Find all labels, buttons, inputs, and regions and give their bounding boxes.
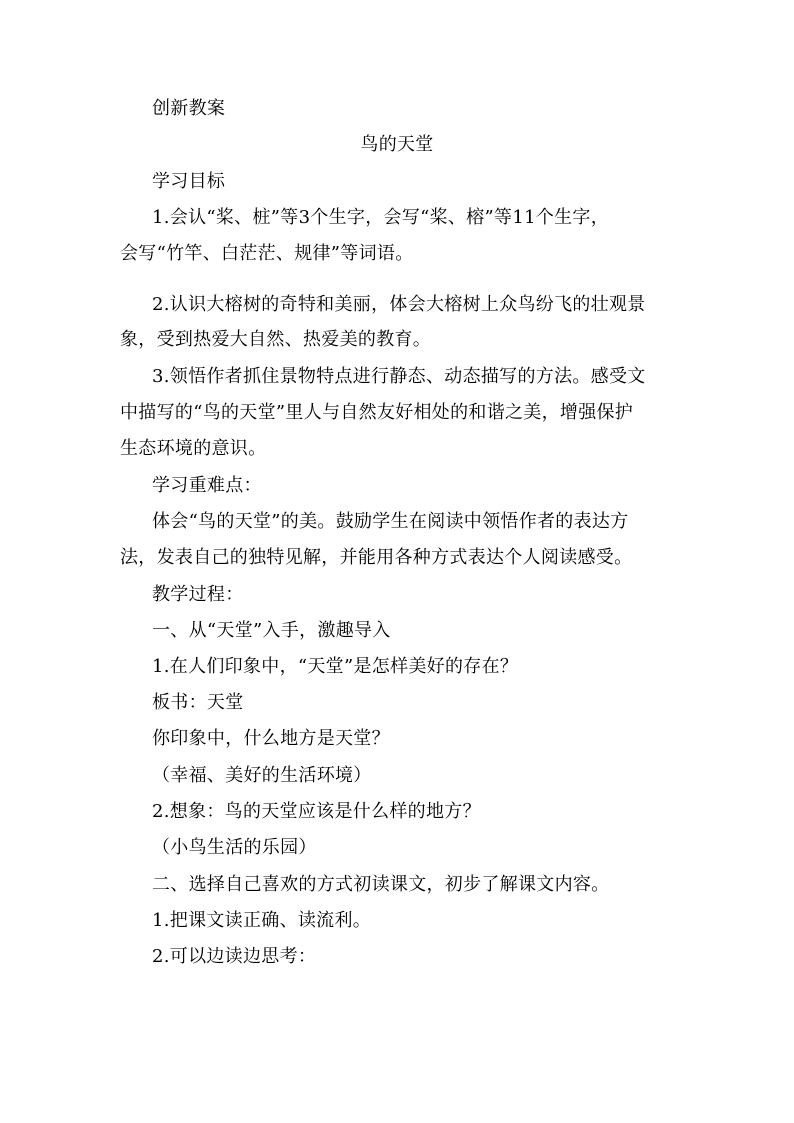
step-1-heading: 一、从“天堂”入手，激趣导入 [152, 620, 391, 641]
objective-1-line-1: 1.会认“桨、桩”等3个生字，会写“桨、榕”等11个生字， [152, 207, 610, 228]
objective-3-line-1: 3.领悟作者抓住景物特点进行静态、动态描写的方法。感受文 [152, 366, 646, 387]
step-1-question-3: 2.想象：鸟的天堂应该是什么样的地方？ [152, 801, 481, 822]
step-1-answer-3: （小鸟生活的乐园） [152, 837, 317, 858]
key-points-line-2: 法，发表自己的独特见解，并能用各种方式表达个人阅读感受。 [120, 547, 633, 568]
section-process-heading: 教学过程： [152, 584, 244, 605]
step-1-answer-2: （幸福、美好的生活环境） [152, 765, 372, 786]
objective-2-line-1: 2.认识大榕树的奇特和美丽，体会大榕树上众鸟纷飞的壮观景 [152, 294, 646, 315]
step-2-heading: 二、选择自己喜欢的方式初读课文，初步了解课文内容。 [152, 874, 610, 895]
step-1-question-1: 1.在人们印象中，“天堂”是怎样美好的存在？ [152, 656, 519, 677]
step-2-item-1: 1.把课文读正确、读流利。 [152, 910, 372, 931]
doc-header: 创新教案 [152, 98, 226, 119]
objective-3-line-3: 生态环境的意识。 [120, 438, 267, 459]
objective-1-line-2: 会写“竹竿、白茫茫、规律”等词语。 [120, 243, 414, 264]
section-objectives-heading: 学习目标 [152, 171, 226, 192]
doc-title: 鸟的天堂 [360, 134, 434, 155]
step-1-board-writing: 板书：天堂 [152, 692, 244, 713]
step-1-question-2: 你印象中，什么地方是天堂？ [152, 728, 390, 749]
key-points-line-1: 体会“鸟的天堂”的美。鼓励学生在阅读中领悟作者的表达方 [152, 511, 629, 532]
section-key-points-heading: 学习重难点： [152, 475, 262, 496]
step-2-item-2: 2.可以边读边思考： [152, 946, 317, 967]
objective-2-line-2: 象，受到热爱大自然、热爱美的教育。 [120, 329, 432, 350]
objective-3-line-2: 中描写的“鸟的天堂”里人与自然友好相处的和谐之美，增强保护 [120, 402, 634, 423]
